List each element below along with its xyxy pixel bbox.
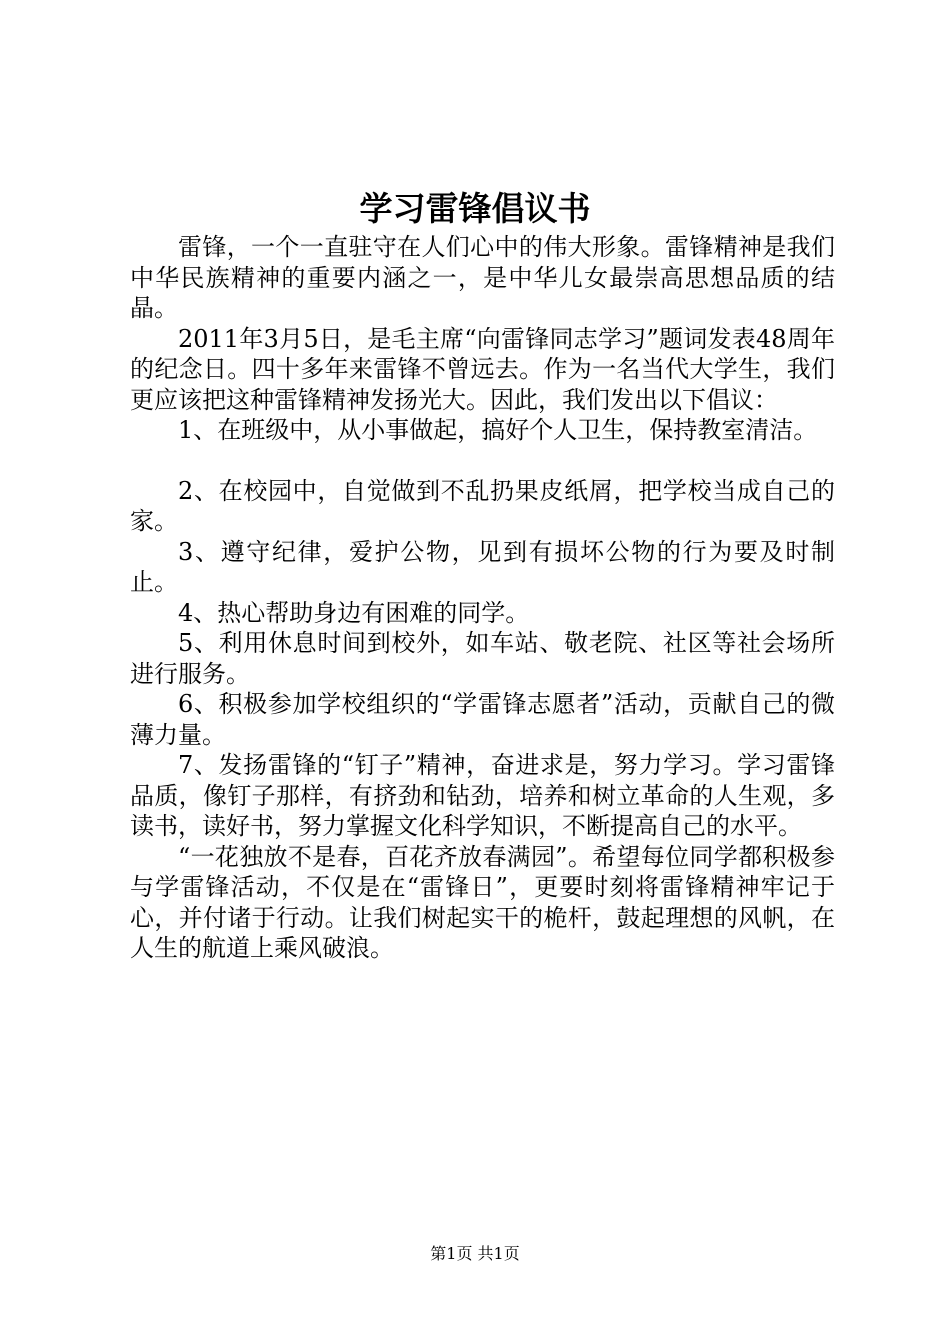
- document-title: 学习雷锋倡议书: [359, 189, 591, 228]
- proposal-item-4: 4、热心帮助身边有困难的同学。: [178, 598, 530, 627]
- proposal-item-6: 6、积极参加学校组织的“学雷锋志愿者”活动，贡献自己的微薄力量。: [130, 690, 835, 749]
- page-number-footer: 第1页 共1页: [430, 1244, 520, 1263]
- proposal-item-5: 5、利用休息时间到校外，如车站、敬老院、社区等社会场所进行服务。: [130, 629, 835, 688]
- intro-paragraph: 雷锋，一个一直驻守在人们心中的伟大形象。雷锋精神是我们中华民族精神的重要内涵之一，是中华儿女最崇高思想品质的结晶。: [130, 233, 835, 322]
- date-paragraph: 2011年3月5日，是毛主席“向雷锋同志学习”题词发表48周年的纪念日。四十多年来雷锋不曾远去。作为一名当代大学生，我们更应该把这种雷锋精神发扬光大。因此，我们发出以下倡议：: [130, 324, 835, 414]
- proposal-item-3: 3、遵守纪律，爱护公物，见到有损坏公物的行为要及时制止。: [130, 537, 835, 596]
- blank-line: [130, 446, 835, 476]
- document-body: [130, 232, 835, 964]
- proposal-item-7: 7、发扬雷锋的“钉子”精神，奋进求是，努力学习。学习雷锋品质，像钉子那样，有挤劲和钻劲，培养和树立革命的人生观，多读书，读好书，努力掌握文化科学知识，不断提高自己的水平。: [130, 751, 835, 840]
- proposal-item-2: 2、在校园中，自觉做到不乱扔果皮纸屑，把学校当成自己的家。: [130, 476, 835, 535]
- proposal-item-1: 1、在班级中，从小事做起，搞好个人卫生，保持教室清洁。: [178, 416, 818, 444]
- closing-paragraph: “一花独放不是春，百花齐放春满园”。希望每位同学都积极参与学雷锋活动，不仅是在“雷锋日”，更要时刻将雷锋精神牢记于心，并付诸于行动。让我们树起实干的桅杆，鼓起理想的风帆，在人生的航道上乘风破浪。: [130, 842, 835, 962]
